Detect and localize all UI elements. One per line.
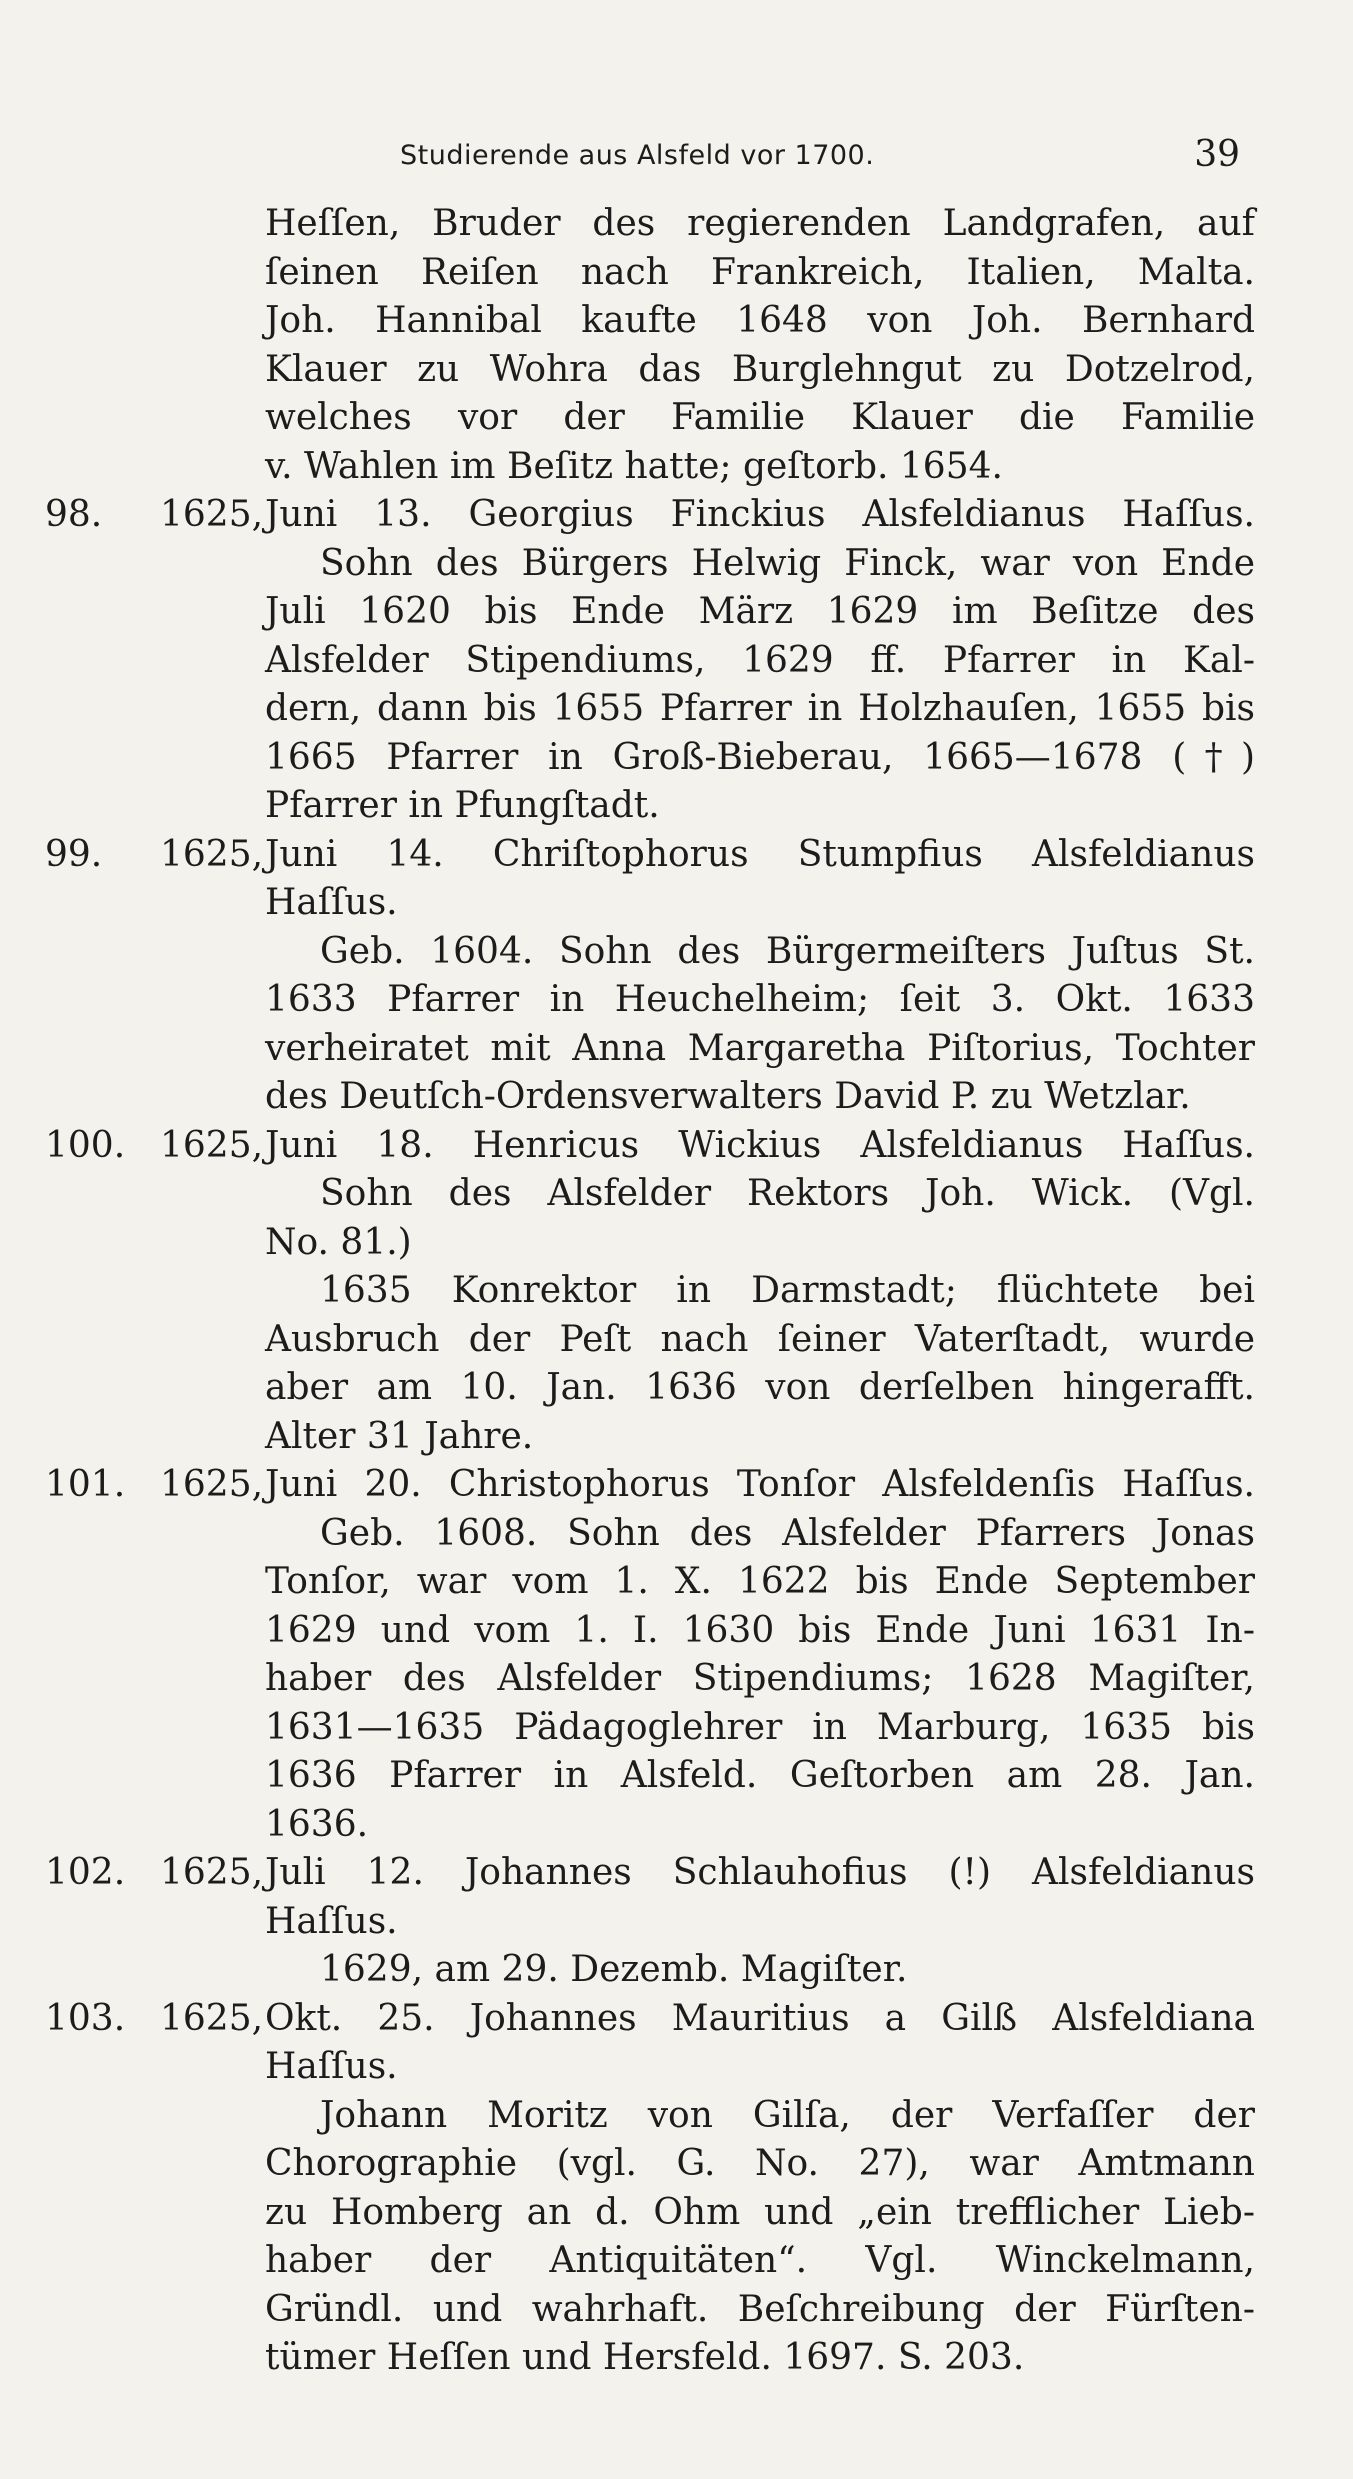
line-text: Juni 14. Chriſtophorus Stumpfius Alsfeldianus: [265, 833, 1255, 875]
entry-number: 100.: [45, 1124, 126, 1166]
line-text: 1633 Pfarrer in Heuchelheim; ſeit 3. Okt. 1633: [265, 979, 1255, 1020]
text-line: [45, 1073, 1245, 1122]
line-text: Sohn des Alsfelder Rektors Joh. Wick. (Vgl.: [320, 1173, 1255, 1214]
text-line: [45, 1219, 1245, 1268]
text-line: [45, 1704, 1255, 1753]
text-line: [45, 1558, 1255, 1607]
line-text: Joh. Hannibal kaufte 1648 von Joh. Bernhard: [265, 300, 1255, 341]
line-text: verheiratet mit Anna Margaretha Piſtorius, Tochter: [265, 1027, 1255, 1069]
line-text: welches vor der Familie Klauer die Familie: [265, 397, 1255, 438]
line-text: Alsfelder Stipendiums, 1629 ff. Pfarrer in Kal-: [265, 639, 1255, 681]
entry-year: 1625,: [160, 833, 264, 875]
text-line: [45, 249, 1255, 298]
line-text: Chorographie (vgl. G. No. 27), war Amtmann: [265, 2143, 1255, 2184]
text-line: [45, 976, 1255, 1025]
page-header: [400, 134, 1240, 180]
text-line: [45, 1510, 1255, 1559]
line-text: Haſſus.: [265, 1900, 398, 1942]
text-line: [45, 1752, 1255, 1801]
line-text: Sohn des Bürgers Helwig Finck, war von Ende: [320, 542, 1255, 584]
line-text: tümer Heſſen und Hersfeld. 1697. S. 203.: [265, 2337, 1025, 2378]
line-text: haber der Antiquitäten“. Vgl. Winckelmann,: [265, 2240, 1255, 2281]
entry-year: 1625,: [160, 494, 264, 535]
text-line: [45, 540, 1255, 589]
entry-number: 99.: [45, 833, 103, 875]
text-line: [45, 297, 1255, 346]
text-line: [45, 1364, 1255, 1413]
line-text: v. Wahlen im Beſitz hatte; geſtorb. 1654.: [265, 445, 1003, 487]
entry-year: 1625,: [160, 1464, 264, 1505]
line-text: 1629, am 29. Dezemb. Magiſter.: [320, 1949, 908, 1990]
text-line: [45, 1946, 1245, 1995]
text-line: [45, 685, 1255, 734]
line-text: dern, dann bis 1655 Pfarrer in Holzhauſen, 1655 bis: [265, 688, 1255, 729]
entry-year: 1625,: [160, 1852, 264, 1893]
text-line: [45, 1170, 1255, 1219]
text-line: [45, 1122, 1255, 1171]
text-line: [45, 443, 1245, 492]
line-text: Juni 13. Georgius Finckius Alsfeldianus Haſſus.: [265, 494, 1255, 535]
page-number: 39: [1194, 134, 1240, 175]
line-text: Alter 31 Jahre.: [265, 1415, 534, 1457]
text-line: [45, 2043, 1245, 2092]
line-text: 1629 und vom 1. I. 1630 bis Ende Juni 1631 In-: [265, 1609, 1255, 1651]
line-text: 1636 Pfarrer in Alsfeld. Geſtorben am 28. Jan.: [265, 1755, 1255, 1796]
text-line: [45, 734, 1255, 783]
text-line: [45, 346, 1255, 395]
entry-year: 1625,: [160, 1997, 264, 2039]
text-line: [45, 1995, 1255, 2044]
line-text: des Deutſch-Ordensverwalters David P. zu Wetzlar.: [265, 1076, 1191, 1117]
text-line: [45, 1316, 1255, 1365]
line-text: Juli 12. Johannes Schlauhofius (!) Alsfeldianus: [265, 1852, 1255, 1893]
text-line: [45, 2237, 1255, 2286]
line-text: Johann Moritz von Gilſa, der Verfaſſer der: [320, 2094, 1255, 2136]
line-text: Klauer zu Wohra das Burglehngut zu Dotzelrod,: [265, 348, 1255, 390]
entry-number: 101.: [45, 1464, 126, 1505]
line-text: Juni 18. Henricus Wickius Alsfeldianus Haſſus.: [265, 1124, 1255, 1166]
line-text: Tonſor, war vom 1. X. 1622 bis Ende September: [265, 1561, 1255, 1602]
text-line: [45, 879, 1245, 928]
text-line: [45, 1267, 1255, 1316]
text-line: [45, 2092, 1255, 2141]
line-text: haber des Alsfelder Stipendiums; 1628 Magiſter,: [265, 1658, 1255, 1699]
text-line: [45, 1413, 1245, 1462]
line-text: 1635 Konrektor in Darmstadt; flüchtete bei: [320, 1270, 1255, 1311]
text-line: [45, 1025, 1255, 1074]
text-line: [45, 1607, 1255, 1656]
text-line: [45, 637, 1255, 686]
line-text: Ausbruch der Peſt nach ſeiner Vaterſtadt, wurde: [265, 1318, 1255, 1360]
line-text: Gründl. und wahrhaft. Beſchreibung der Fürſten-: [265, 2288, 1255, 2330]
text-line: [45, 928, 1255, 977]
line-text: zu Homberg an d. Ohm und „ein trefflicher Lieb-: [265, 2191, 1255, 2233]
line-text: Geb. 1604. Sohn des Bürgermeiſters Juſtus St.: [320, 930, 1255, 972]
line-text: No. 81.): [265, 1221, 412, 1263]
line-text: Heſſen, Bruder des regierenden Landgrafen, auf: [265, 203, 1255, 244]
text-line: [45, 491, 1255, 540]
line-text: ſeinen Reiſen nach Frankreich, Italien, Malta.: [265, 251, 1255, 293]
text-line: [45, 1461, 1255, 1510]
line-text: 1631—1635 Pädagoglehrer in Marburg, 1635 bis: [265, 1706, 1255, 1748]
entry-number: 98.: [45, 494, 103, 535]
text-line: [45, 2189, 1255, 2238]
entry-number: 102.: [45, 1852, 126, 1893]
text-line: [45, 1898, 1245, 1947]
text-line: [45, 782, 1245, 831]
line-text: 1636.: [265, 1803, 369, 1845]
line-text: Pfarrer in Pfungſtadt.: [265, 785, 660, 826]
text-line: [45, 588, 1255, 637]
line-text: Juni 20. Christophorus Tonſor Alsfeldenſis Haſſus.: [265, 1464, 1255, 1505]
text-line: [45, 2286, 1255, 2335]
text-line: [45, 200, 1255, 249]
text-line: [45, 831, 1255, 880]
running-head: Studierende aus Alsfeld vor 1700.: [400, 140, 875, 171]
entry-number: 103.: [45, 1997, 126, 2039]
line-text: Okt. 25. Johannes Mauritius a Gilß Alsfeldiana: [265, 1997, 1255, 2039]
line-text: aber am 10. Jan. 1636 von derſelben hingerafft.: [265, 1367, 1255, 1408]
entry-year: 1625,: [160, 1124, 264, 1166]
text-line: [45, 2334, 1245, 2383]
line-text: Haſſus.: [265, 882, 398, 923]
line-text: Geb. 1608. Sohn des Alsfelder Pfarrers Jonas: [320, 1512, 1255, 1554]
line-text: 1665 Pfarrer in Groß-Bieberau, 1665—1678 (†): [265, 736, 1255, 778]
text-line: [45, 1801, 1245, 1850]
text-line: [45, 2140, 1255, 2189]
line-text: Haſſus.: [265, 2046, 398, 2087]
body-text: [45, 200, 1255, 2383]
text-line: [45, 394, 1255, 443]
text-line: [45, 1849, 1255, 1898]
text-line: [45, 1655, 1255, 1704]
line-text: Juli 1620 bis Ende März 1629 im Beſitze des: [265, 591, 1255, 632]
